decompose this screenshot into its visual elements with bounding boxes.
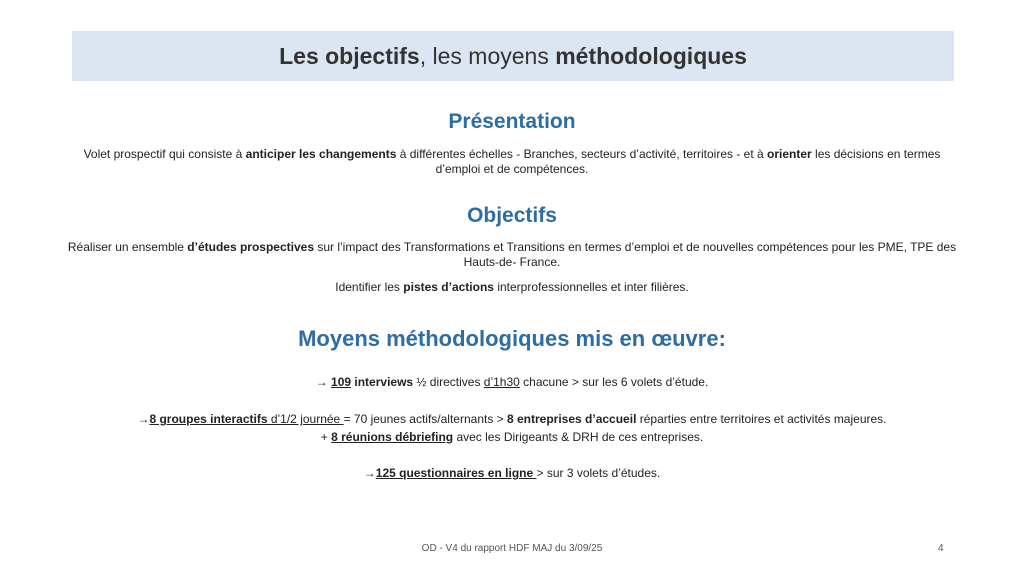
presentation-text: Volet prospectif qui consiste à anticiper les changements à différentes échelles - Branches, secteurs d’activité, territoires - et à orienter les décisions en termes d’emploi et de compétences. [83,147,941,176]
objectifs-text-1: Réaliser un ensemble d’études prospectives sur l’impact des Transformations et Transitions en termes d’emploi et de nouvelles compétences pour les PME, TPE des Hauts-de- France. [67,240,957,269]
page-number: 4 [938,543,944,554]
objectifs-heading: Objectifs [467,204,557,227]
moyens-line-questionnaires: →125 questionnaires en ligne > sur 3 volets d’études. [363,466,661,480]
moyens-heading: Moyens méthodologiques mis en œuvre: [298,326,726,351]
moyens-line-reunions: + 8 réunions débriefing avec les Dirigeants & DRH de ces entreprises. [320,430,704,444]
footer-text: OD - V4 du rapport HDF MAJ du 3/09/25 [421,543,603,554]
slide-title-bar [72,31,954,81]
objectifs-text-2: Identifier les pistes d’actions interprofessionnelles et inter filières. [335,280,689,294]
moyens-line-groupes: →8 groupes interactifs d’1/2 journée = 70 jeunes actifs/alternants > 8 entreprises d’accueil réparties entre territoires et activités majeures. [137,412,887,426]
moyens-line-interviews: → 109 interviews ½ directives d’1h30 chacune > sur les 6 volets d’étude. [315,375,709,389]
slide-title: Les objectifs, les moyens méthodologiques [279,42,747,69]
presentation-heading: Présentation [448,110,576,133]
